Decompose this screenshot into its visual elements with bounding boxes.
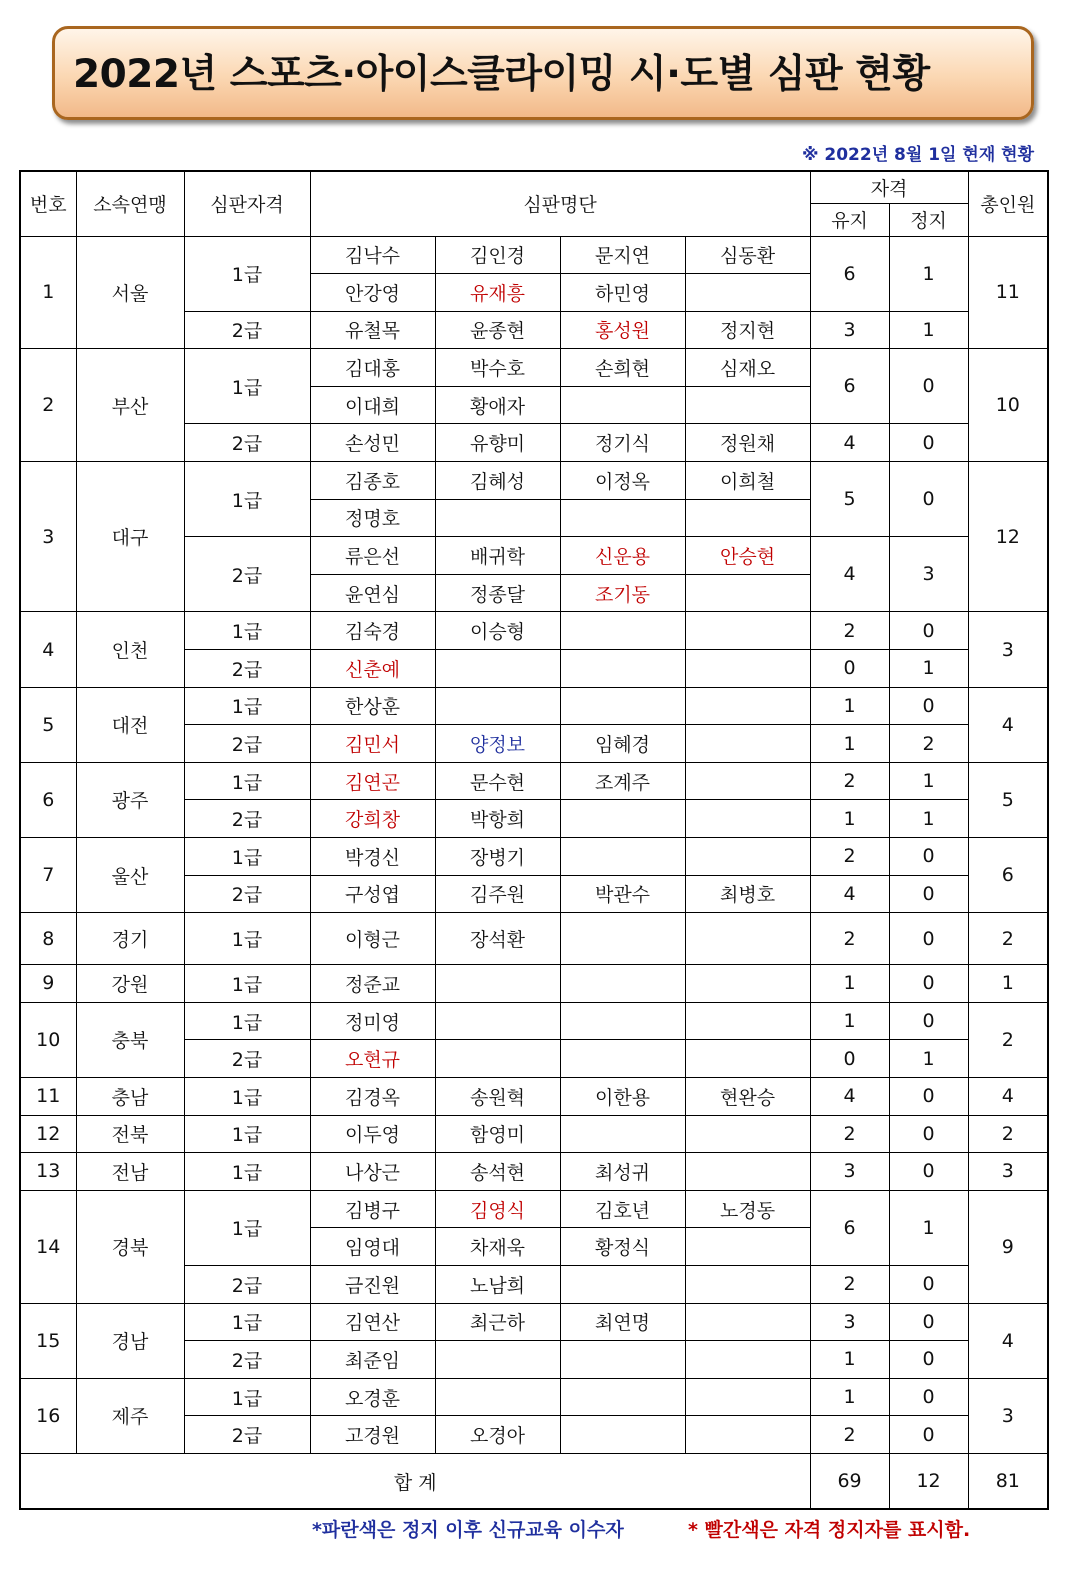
grade-cell: 1급 xyxy=(184,1153,310,1191)
referee-name: 노경동 xyxy=(685,1190,810,1228)
region-name: 충남 xyxy=(76,1077,184,1115)
grade-cell: 2급 xyxy=(184,311,310,349)
referee-name: 심동환 xyxy=(685,236,810,274)
referee-name: 송석현 xyxy=(435,1153,560,1191)
table-row xyxy=(20,1378,1048,1416)
referee-name xyxy=(560,386,685,424)
grade-cell: 1급 xyxy=(184,1002,310,1040)
referee-name: 김경옥 xyxy=(310,1077,435,1115)
suspended-count: 0 xyxy=(889,1265,968,1303)
suspended-count: 0 xyxy=(889,1115,968,1153)
grade-cell: 2급 xyxy=(184,650,310,688)
suspended-count: 0 xyxy=(889,687,968,725)
referee-name: 이승형 xyxy=(435,612,560,650)
suspended-count: 1 xyxy=(889,650,968,688)
referee-name: 양정보 xyxy=(435,725,560,763)
active-count: 3 xyxy=(810,1153,889,1191)
table-row xyxy=(20,913,1048,965)
referee-name xyxy=(685,965,810,1003)
referee-name: 최준임 xyxy=(310,1341,435,1379)
referee-name xyxy=(685,913,810,965)
region-number: 4 xyxy=(20,612,76,687)
grade-cell: 2급 xyxy=(184,1265,310,1303)
referee-name: 박항희 xyxy=(435,800,560,838)
grade-cell: 2급 xyxy=(184,800,310,838)
referee-name xyxy=(560,650,685,688)
referee-name: 문지연 xyxy=(560,236,685,274)
referee-name: 윤연심 xyxy=(310,574,435,612)
region-name: 부산 xyxy=(76,349,184,462)
region-name: 강원 xyxy=(76,965,184,1003)
table-row xyxy=(20,462,1048,500)
referee-name: 오경훈 xyxy=(310,1378,435,1416)
active-count: 1 xyxy=(810,1341,889,1379)
region-number: 2 xyxy=(20,349,76,462)
referee-name: 김숙경 xyxy=(310,612,435,650)
footnote-red: * 빨간색은 자격 정지자를 표시함. xyxy=(688,1519,971,1541)
referee-name xyxy=(560,800,685,838)
referee-name: 홍성원 xyxy=(560,311,685,349)
active-count: 1 xyxy=(810,687,889,725)
active-count: 2 xyxy=(810,612,889,650)
table-row xyxy=(20,612,1048,650)
active-count: 4 xyxy=(810,424,889,462)
referee-name xyxy=(685,1040,810,1078)
referee-name: 박경신 xyxy=(310,838,435,876)
referee-name: 손성민 xyxy=(310,424,435,462)
header-total: 총인원 xyxy=(968,171,1048,236)
table-row xyxy=(20,1303,1048,1341)
referee-name xyxy=(685,1115,810,1153)
grade-cell: 1급 xyxy=(184,236,310,311)
referee-name: 심재오 xyxy=(685,349,810,387)
referee-name xyxy=(685,1341,810,1379)
referee-name: 하민영 xyxy=(560,274,685,312)
referee-name: 이정옥 xyxy=(560,462,685,500)
active-count: 2 xyxy=(810,1416,889,1454)
suspended-count: 0 xyxy=(889,1378,968,1416)
active-count: 6 xyxy=(810,349,889,424)
region-number: 6 xyxy=(20,762,76,837)
region-name: 서울 xyxy=(76,236,184,349)
grade-cell: 1급 xyxy=(184,965,310,1003)
as-of-date: ※ 2022년 8월 1일 현재 현황 xyxy=(801,145,1034,165)
suspended-count: 0 xyxy=(889,1153,968,1191)
region-total: 2 xyxy=(968,913,1048,965)
referee-name: 이대희 xyxy=(310,386,435,424)
referee-name xyxy=(560,1341,685,1379)
active-count: 4 xyxy=(810,875,889,913)
grade-cell: 1급 xyxy=(184,462,310,537)
referee-name xyxy=(685,838,810,876)
referee-name: 김연곤 xyxy=(310,762,435,800)
suspended-count: 3 xyxy=(889,537,968,612)
grade-cell: 2급 xyxy=(184,725,310,763)
region-name: 대구 xyxy=(76,462,184,612)
suspended-count: 0 xyxy=(889,965,968,1003)
referee-name xyxy=(560,1115,685,1153)
table-row xyxy=(20,236,1048,274)
referee-name: 임혜경 xyxy=(560,725,685,763)
referee-name: 황애자 xyxy=(435,386,560,424)
referee-name: 유향미 xyxy=(435,424,560,462)
active-count: 4 xyxy=(810,537,889,612)
grade-cell: 1급 xyxy=(184,687,310,725)
referee-name: 이형근 xyxy=(310,913,435,965)
grade-cell: 1급 xyxy=(184,1190,310,1265)
grade-cell: 1급 xyxy=(184,349,310,424)
referee-name xyxy=(560,1265,685,1303)
suspended-count: 0 xyxy=(889,838,968,876)
region-name: 광주 xyxy=(76,762,184,837)
referee-name xyxy=(560,1040,685,1078)
referee-name xyxy=(685,1378,810,1416)
active-count: 2 xyxy=(810,838,889,876)
table-row xyxy=(20,1077,1048,1115)
grade-cell: 1급 xyxy=(184,838,310,876)
suspended-count: 0 xyxy=(889,349,968,424)
region-total: 10 xyxy=(968,349,1048,462)
region-name: 경북 xyxy=(76,1190,184,1303)
referee-name: 신운용 xyxy=(560,537,685,575)
referee-name xyxy=(685,612,810,650)
referee-name: 차재욱 xyxy=(435,1228,560,1266)
referee-name xyxy=(560,1002,685,1040)
referee-name xyxy=(685,725,810,763)
referee-name xyxy=(685,1265,810,1303)
referee-name xyxy=(685,1002,810,1040)
referee-name: 정명호 xyxy=(310,499,435,537)
grade-cell: 1급 xyxy=(184,1378,310,1416)
suspended-count: 1 xyxy=(889,1040,968,1078)
referee-name: 최연명 xyxy=(560,1303,685,1341)
referee-name: 김연산 xyxy=(310,1303,435,1341)
region-total: 2 xyxy=(968,1115,1048,1153)
referee-name: 강희창 xyxy=(310,800,435,838)
table-body xyxy=(20,236,1048,1453)
referee-name: 김영식 xyxy=(435,1190,560,1228)
referee-name: 오경아 xyxy=(435,1416,560,1454)
referee-name: 이두영 xyxy=(310,1115,435,1153)
suspended-count: 0 xyxy=(889,1341,968,1379)
suspended-count: 0 xyxy=(889,612,968,650)
referee-name: 신춘예 xyxy=(310,650,435,688)
referee-name: 안승현 xyxy=(685,537,810,575)
referee-name: 최성귀 xyxy=(560,1153,685,1191)
suspended-count: 1 xyxy=(889,1190,968,1265)
region-total: 12 xyxy=(968,462,1048,612)
active-count: 2 xyxy=(810,762,889,800)
region-number: 3 xyxy=(20,462,76,612)
title-banner xyxy=(52,26,1034,120)
active-count: 2 xyxy=(810,1115,889,1153)
referee-name: 유재흥 xyxy=(435,274,560,312)
suspended-count: 0 xyxy=(889,875,968,913)
referee-name: 문수현 xyxy=(435,762,560,800)
region-number: 16 xyxy=(20,1378,76,1453)
region-total: 5 xyxy=(968,762,1048,837)
referee-name xyxy=(560,1378,685,1416)
referee-name: 정종달 xyxy=(435,574,560,612)
referee-name: 유철목 xyxy=(310,311,435,349)
region-total: 3 xyxy=(968,1153,1048,1191)
referee-name: 김대홍 xyxy=(310,349,435,387)
region-name: 제주 xyxy=(76,1378,184,1453)
grade-cell: 1급 xyxy=(184,762,310,800)
sum-suspended: 12 xyxy=(889,1453,968,1509)
referee-name: 오현규 xyxy=(310,1040,435,1078)
region-name: 대전 xyxy=(76,687,184,762)
referee-name: 김종호 xyxy=(310,462,435,500)
suspended-count: 1 xyxy=(889,236,968,311)
referee-name xyxy=(685,1153,810,1191)
suspended-count: 0 xyxy=(889,424,968,462)
referee-name xyxy=(685,762,810,800)
table-row xyxy=(20,1115,1048,1153)
region-name: 경기 xyxy=(76,913,184,965)
region-total: 4 xyxy=(968,1303,1048,1378)
active-count: 6 xyxy=(810,236,889,311)
grade-cell: 1급 xyxy=(184,1077,310,1115)
referee-name: 배귀학 xyxy=(435,537,560,575)
referee-name: 최근하 xyxy=(435,1303,560,1341)
region-total: 9 xyxy=(968,1190,1048,1303)
referee-name xyxy=(685,687,810,725)
table-row xyxy=(20,349,1048,387)
header-no: 번호 xyxy=(20,171,76,236)
header-active: 유지 xyxy=(810,203,889,236)
grade-cell: 2급 xyxy=(184,875,310,913)
grade-cell: 2급 xyxy=(184,424,310,462)
referee-name xyxy=(560,913,685,965)
table-row xyxy=(20,762,1048,800)
referee-name: 임영대 xyxy=(310,1228,435,1266)
suspended-count: 0 xyxy=(889,1416,968,1454)
region-total: 2 xyxy=(968,1002,1048,1077)
referee-name: 금진원 xyxy=(310,1265,435,1303)
referee-name xyxy=(560,1416,685,1454)
region-number: 15 xyxy=(20,1303,76,1378)
suspended-count: 0 xyxy=(889,1303,968,1341)
active-count: 3 xyxy=(810,1303,889,1341)
referee-name: 류은선 xyxy=(310,537,435,575)
region-number: 10 xyxy=(20,1002,76,1077)
active-count: 2 xyxy=(810,1265,889,1303)
region-number: 14 xyxy=(20,1190,76,1303)
active-count: 1 xyxy=(810,965,889,1003)
active-count: 4 xyxy=(810,1077,889,1115)
region-name: 전남 xyxy=(76,1153,184,1191)
region-name: 충북 xyxy=(76,1002,184,1077)
referee-name: 노남희 xyxy=(435,1265,560,1303)
grade-cell: 1급 xyxy=(184,1303,310,1341)
suspended-count: 0 xyxy=(889,1002,968,1040)
active-count: 1 xyxy=(810,1378,889,1416)
suspended-count: 0 xyxy=(889,1077,968,1115)
referee-name: 나상근 xyxy=(310,1153,435,1191)
referee-name xyxy=(685,1416,810,1454)
referee-name: 안강영 xyxy=(310,274,435,312)
active-count: 2 xyxy=(810,913,889,965)
referee-name: 구성엽 xyxy=(310,875,435,913)
table-row xyxy=(20,687,1048,725)
footnote-blue: *파란색은 정지 이후 신규교육 이수자 xyxy=(312,1519,624,1541)
referee-name: 정원채 xyxy=(685,424,810,462)
grade-cell: 2급 xyxy=(184,1416,310,1454)
referee-name xyxy=(685,1228,810,1266)
referee-name xyxy=(435,687,560,725)
grade-cell: 1급 xyxy=(184,612,310,650)
referee-name: 이희철 xyxy=(685,462,810,500)
referee-name: 김병구 xyxy=(310,1190,435,1228)
grade-cell: 1급 xyxy=(184,913,310,965)
referee-name: 정기식 xyxy=(560,424,685,462)
table-row xyxy=(20,1002,1048,1040)
region-number: 9 xyxy=(20,965,76,1003)
region-number: 11 xyxy=(20,1077,76,1115)
referee-name: 황정식 xyxy=(560,1228,685,1266)
referee-name: 정준교 xyxy=(310,965,435,1003)
referee-name xyxy=(685,386,810,424)
referee-name xyxy=(435,1002,560,1040)
referee-name xyxy=(560,965,685,1003)
header-suspended: 정지 xyxy=(889,203,968,236)
referee-name xyxy=(435,499,560,537)
region-name: 울산 xyxy=(76,838,184,913)
sum-label: 합 계 xyxy=(20,1453,810,1509)
referee-name: 박관수 xyxy=(560,875,685,913)
suspended-count: 0 xyxy=(889,913,968,965)
referee-name xyxy=(560,499,685,537)
referee-name xyxy=(435,650,560,688)
active-count: 6 xyxy=(810,1190,889,1265)
region-number: 8 xyxy=(20,913,76,965)
active-count: 1 xyxy=(810,800,889,838)
referee-name: 이한용 xyxy=(560,1077,685,1115)
referee-name: 김민서 xyxy=(310,725,435,763)
table-row xyxy=(20,965,1048,1003)
region-total: 3 xyxy=(968,1378,1048,1453)
active-count: 1 xyxy=(810,1002,889,1040)
grade-cell: 1급 xyxy=(184,1115,310,1153)
referee-name: 김낙수 xyxy=(310,236,435,274)
sum-active: 69 xyxy=(810,1453,889,1509)
referee-name: 김혜성 xyxy=(435,462,560,500)
suspended-count: 1 xyxy=(889,800,968,838)
referee-name: 정지현 xyxy=(685,311,810,349)
active-count: 0 xyxy=(810,650,889,688)
referee-table xyxy=(19,170,1049,1510)
region-total: 1 xyxy=(968,965,1048,1003)
region-total: 6 xyxy=(968,838,1048,913)
referee-name xyxy=(685,574,810,612)
referee-name xyxy=(435,1341,560,1379)
referee-name xyxy=(685,650,810,688)
suspended-count: 0 xyxy=(889,462,968,537)
region-number: 7 xyxy=(20,838,76,913)
header-federation: 소속연맹 xyxy=(76,171,184,236)
referee-name: 장석환 xyxy=(435,913,560,965)
active-count: 3 xyxy=(810,311,889,349)
page-title: 2022년 스포츠·아이스클라이밍 시·도별 심판 현황 xyxy=(73,52,930,97)
referee-name: 조계주 xyxy=(560,762,685,800)
referee-name: 고경원 xyxy=(310,1416,435,1454)
region-number: 5 xyxy=(20,687,76,762)
region-name: 인천 xyxy=(76,612,184,687)
suspended-count: 1 xyxy=(889,311,968,349)
region-number: 12 xyxy=(20,1115,76,1153)
table-row xyxy=(20,838,1048,876)
active-count: 1 xyxy=(810,725,889,763)
region-total: 4 xyxy=(968,687,1048,762)
sum-total: 81 xyxy=(968,1453,1048,1509)
header-qualification: 자격 xyxy=(810,171,968,203)
table-row xyxy=(20,1153,1048,1191)
referee-name: 윤종현 xyxy=(435,311,560,349)
table-row xyxy=(20,1190,1048,1228)
suspended-count: 2 xyxy=(889,725,968,763)
grade-cell: 2급 xyxy=(184,1341,310,1379)
region-total: 11 xyxy=(968,236,1048,349)
header-grade: 심판자격 xyxy=(184,171,310,236)
referee-name: 손희현 xyxy=(560,349,685,387)
referee-name xyxy=(560,838,685,876)
referee-name: 송원혁 xyxy=(435,1077,560,1115)
referee-name: 김주원 xyxy=(435,875,560,913)
referee-name: 김인경 xyxy=(435,236,560,274)
active-count: 5 xyxy=(810,462,889,537)
referee-name xyxy=(685,1303,810,1341)
referee-name: 김호년 xyxy=(560,1190,685,1228)
referee-name xyxy=(685,499,810,537)
referee-name xyxy=(435,1040,560,1078)
referee-name xyxy=(435,965,560,1003)
region-number: 1 xyxy=(20,236,76,349)
active-count: 0 xyxy=(810,1040,889,1078)
referee-name: 장병기 xyxy=(435,838,560,876)
referee-name xyxy=(435,1378,560,1416)
referee-name: 한상훈 xyxy=(310,687,435,725)
referee-name xyxy=(685,800,810,838)
referee-name: 최병호 xyxy=(685,875,810,913)
referee-name xyxy=(685,274,810,312)
region-total: 4 xyxy=(968,1077,1048,1115)
region-number: 13 xyxy=(20,1153,76,1191)
region-name: 전북 xyxy=(76,1115,184,1153)
referee-name: 함영미 xyxy=(435,1115,560,1153)
region-name: 경남 xyxy=(76,1303,184,1378)
referee-name xyxy=(560,687,685,725)
suspended-count: 1 xyxy=(889,762,968,800)
header-names: 심판명단 xyxy=(310,171,810,236)
grade-cell: 2급 xyxy=(184,537,310,612)
region-total: 3 xyxy=(968,612,1048,687)
referee-name xyxy=(560,612,685,650)
referee-name: 현완승 xyxy=(685,1077,810,1115)
referee-name: 정미영 xyxy=(310,1002,435,1040)
referee-name: 조기동 xyxy=(560,574,685,612)
grade-cell: 2급 xyxy=(184,1040,310,1078)
referee-name: 박수호 xyxy=(435,349,560,387)
